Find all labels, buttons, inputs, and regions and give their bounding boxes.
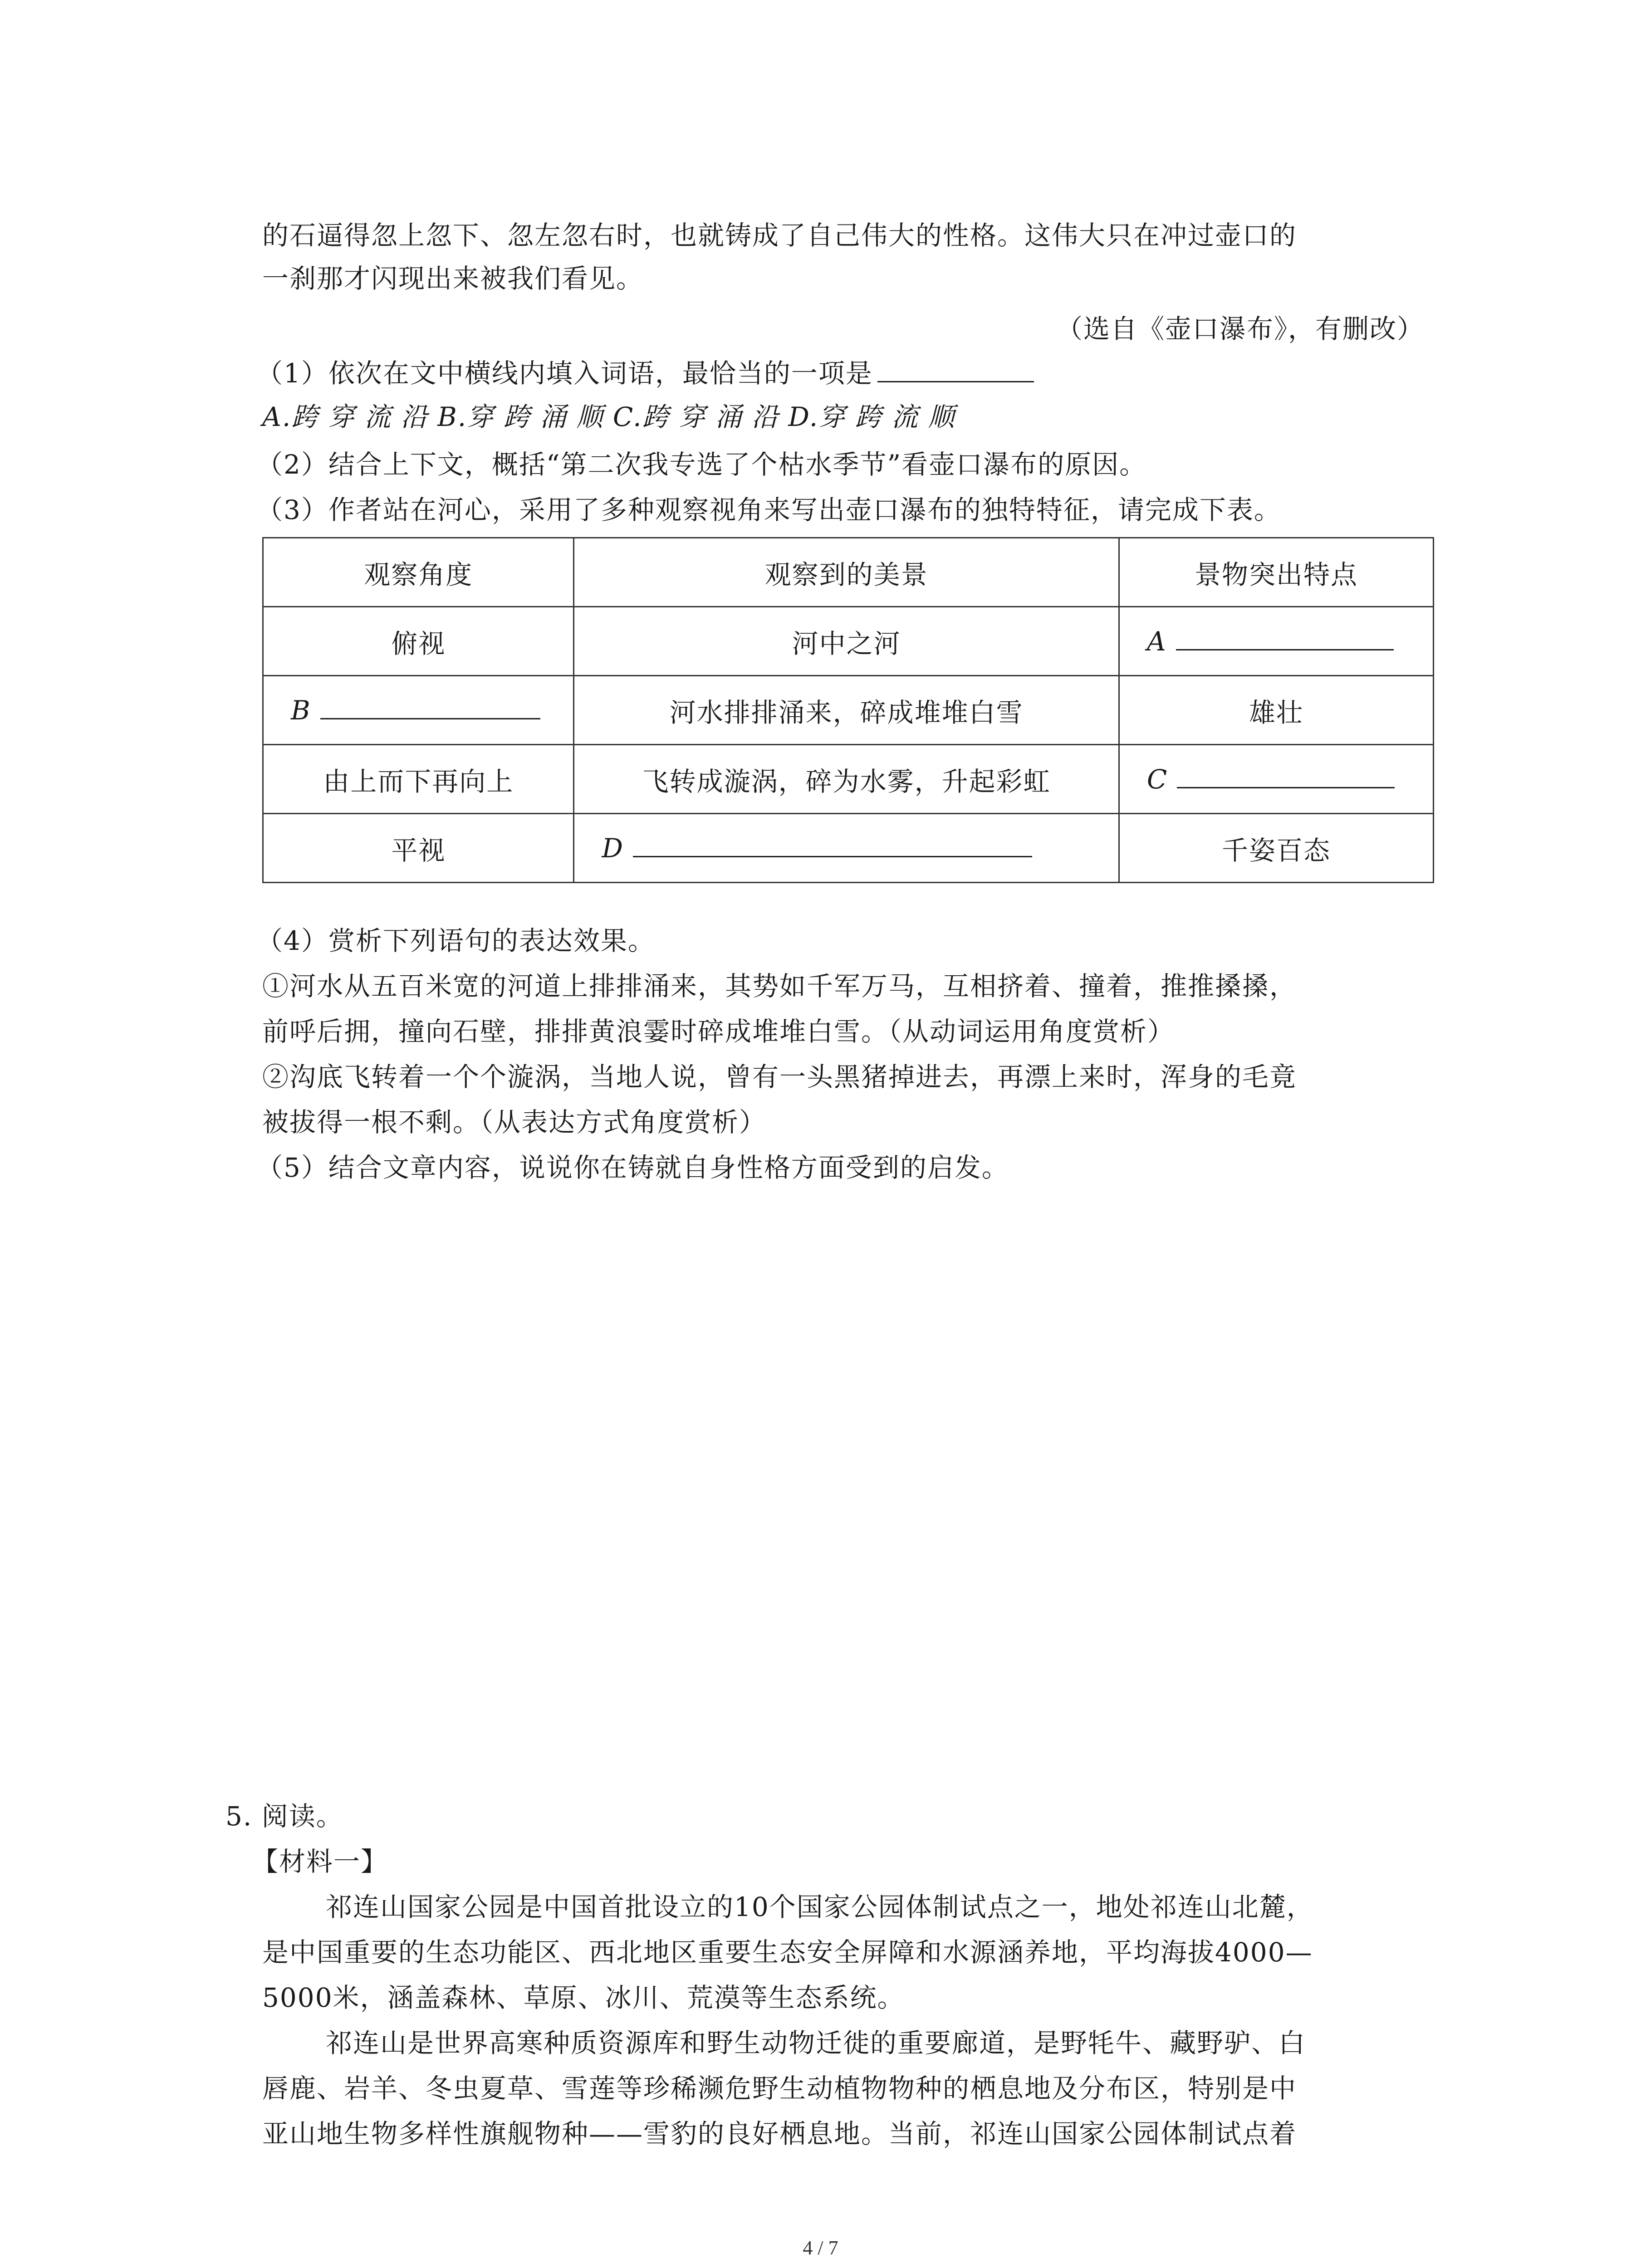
- passage-line-2: 一刹那才闪现出来被我们看见。: [262, 263, 644, 294]
- table-cell-feature: 雄壮: [1119, 676, 1433, 745]
- table-cell-angle: 俯视: [263, 607, 574, 676]
- table-cell-feature: 千姿百态: [1119, 814, 1433, 883]
- table-cell-blank-c[interactable]: [1119, 745, 1433, 814]
- material-1-p1-line-1: 祁连山国家公园是中国首批设立的10个国家公园体制试点之一，地处祁连山北麓，: [326, 1892, 1314, 1922]
- material-1-label: 【材料一】: [252, 1846, 388, 1877]
- section-5-title: 阅读。: [261, 1801, 343, 1832]
- table-cell-blank-d[interactable]: [574, 814, 1119, 883]
- answer-blank-c[interactable]: [1177, 782, 1395, 788]
- table-header-scene: 观察到的美景: [574, 538, 1119, 607]
- question-4-sentence-1-line-1: ①河水从五百米宽的河道上排排涌来，其势如千军万马，互相挤着、撞着，推推搡搡，: [262, 971, 1297, 1002]
- answer-blank-q1[interactable]: [877, 358, 1034, 382]
- question-4-sentence-1-line-2: 前呼后拥，撞向石壁，排排黄浪霎时碎成堆堆白雪。（从动词运用角度赏析）: [262, 1016, 1175, 1047]
- material-1-p2-line-1: 祁连山是世界高寒种质资源库和野生动物迁徙的重要廊道，是野牦牛、藏野驴、白: [326, 2028, 1306, 2058]
- answer-blank-b[interactable]: [320, 714, 540, 719]
- material-1-p1-line-3: 5000米，涵盖森林、草原、冰川、荒漠等生态系统。: [262, 1982, 905, 2013]
- question-3: （3）作者站在河心，采用了多种观察视角来写出壶口瀑布的独特特征，请完成下表。: [256, 494, 1281, 525]
- answer-blank-d[interactable]: [633, 851, 1032, 857]
- blank-label-b: B: [291, 694, 311, 726]
- passage-source: （选自《壶口瀑布》，有删改）: [1056, 313, 1424, 344]
- table-header-row: [263, 538, 1434, 607]
- question-4-sentence-2-line-2: 被拔得一根不剩。（从表达方式角度赏析）: [262, 1107, 767, 1138]
- question-4: （4）赏析下列语句的表达效果。: [256, 925, 655, 956]
- section-5-heading: [225, 1801, 343, 1832]
- answer-blank-a[interactable]: [1176, 645, 1394, 650]
- blank-label-a: A: [1146, 626, 1167, 657]
- question-1-text: （1）依次在文中横线内填入词语，最恰当的一项是: [256, 358, 873, 389]
- table-row: [263, 814, 1434, 883]
- material-1-p1-line-2: 是中国重要的生态功能区、西北地区重要生态安全屏障和水源涵养地，平均海拔4000—: [262, 1937, 1313, 1968]
- table-cell-scene: 河中之河: [574, 607, 1119, 676]
- question-4-sentence-2-line-1: ②沟底飞转着一个个漩涡，当地人说，曾有一头黑猪掉进去，再漂上来时，浑身的毛竟: [262, 1061, 1297, 1092]
- blank-label-d: D: [602, 832, 624, 864]
- observation-table: [262, 537, 1434, 883]
- material-1-p2-line-2: 唇鹿、岩羊、冬虫夏草、雪莲等珍稀濒危野生动植物物种的栖息地及分布区，特别是中: [262, 2073, 1297, 2104]
- table-cell-scene: 河水排排涌来，碎成堆堆白雪: [574, 676, 1119, 745]
- question-5: （5）结合文章内容，说说你在铸就自身性格方面受到的启发。: [256, 1152, 1009, 1183]
- question-2: （2）结合上下文，概括“第二次我专选了个枯水季节”看壶口瀑布的原因。: [256, 449, 1147, 480]
- question-1: [256, 358, 1034, 389]
- table-cell-blank-a[interactable]: [1119, 607, 1433, 676]
- table-cell-scene: 飞转成漩涡，碎为水雾，升起彩虹: [574, 745, 1119, 814]
- table-row: [263, 745, 1434, 814]
- table-header-angle: 观察角度: [263, 538, 574, 607]
- material-1-p2-line-3: 亚山地生物多样性旗舰物种——雪豹的良好栖息地。当前，祁连山国家公园体制试点着: [262, 2118, 1297, 2149]
- table-cell-angle: 由上而下再向上: [263, 745, 574, 814]
- table-cell-angle: 平视: [263, 814, 574, 883]
- table-cell-blank-b[interactable]: [263, 676, 574, 745]
- passage-line-1: 的石逼得忽上忽下、忽左忽右时，也就铸成了自己伟大的性格。这伟大只在冲过壶口的: [262, 220, 1297, 251]
- blank-label-c: C: [1146, 763, 1168, 795]
- table-row: [263, 607, 1434, 676]
- section-5-number: 5.: [225, 1801, 253, 1832]
- table-header-feature: 景物突出特点: [1119, 538, 1433, 607]
- page-number: 4 / 7: [803, 2237, 838, 2259]
- question-1-options: A.跨 穿 流 沿 B.穿 跨 涌 顺 C.跨 穿 涌 沿 D.穿 跨 流 顺: [262, 401, 955, 432]
- table-row: [263, 676, 1434, 745]
